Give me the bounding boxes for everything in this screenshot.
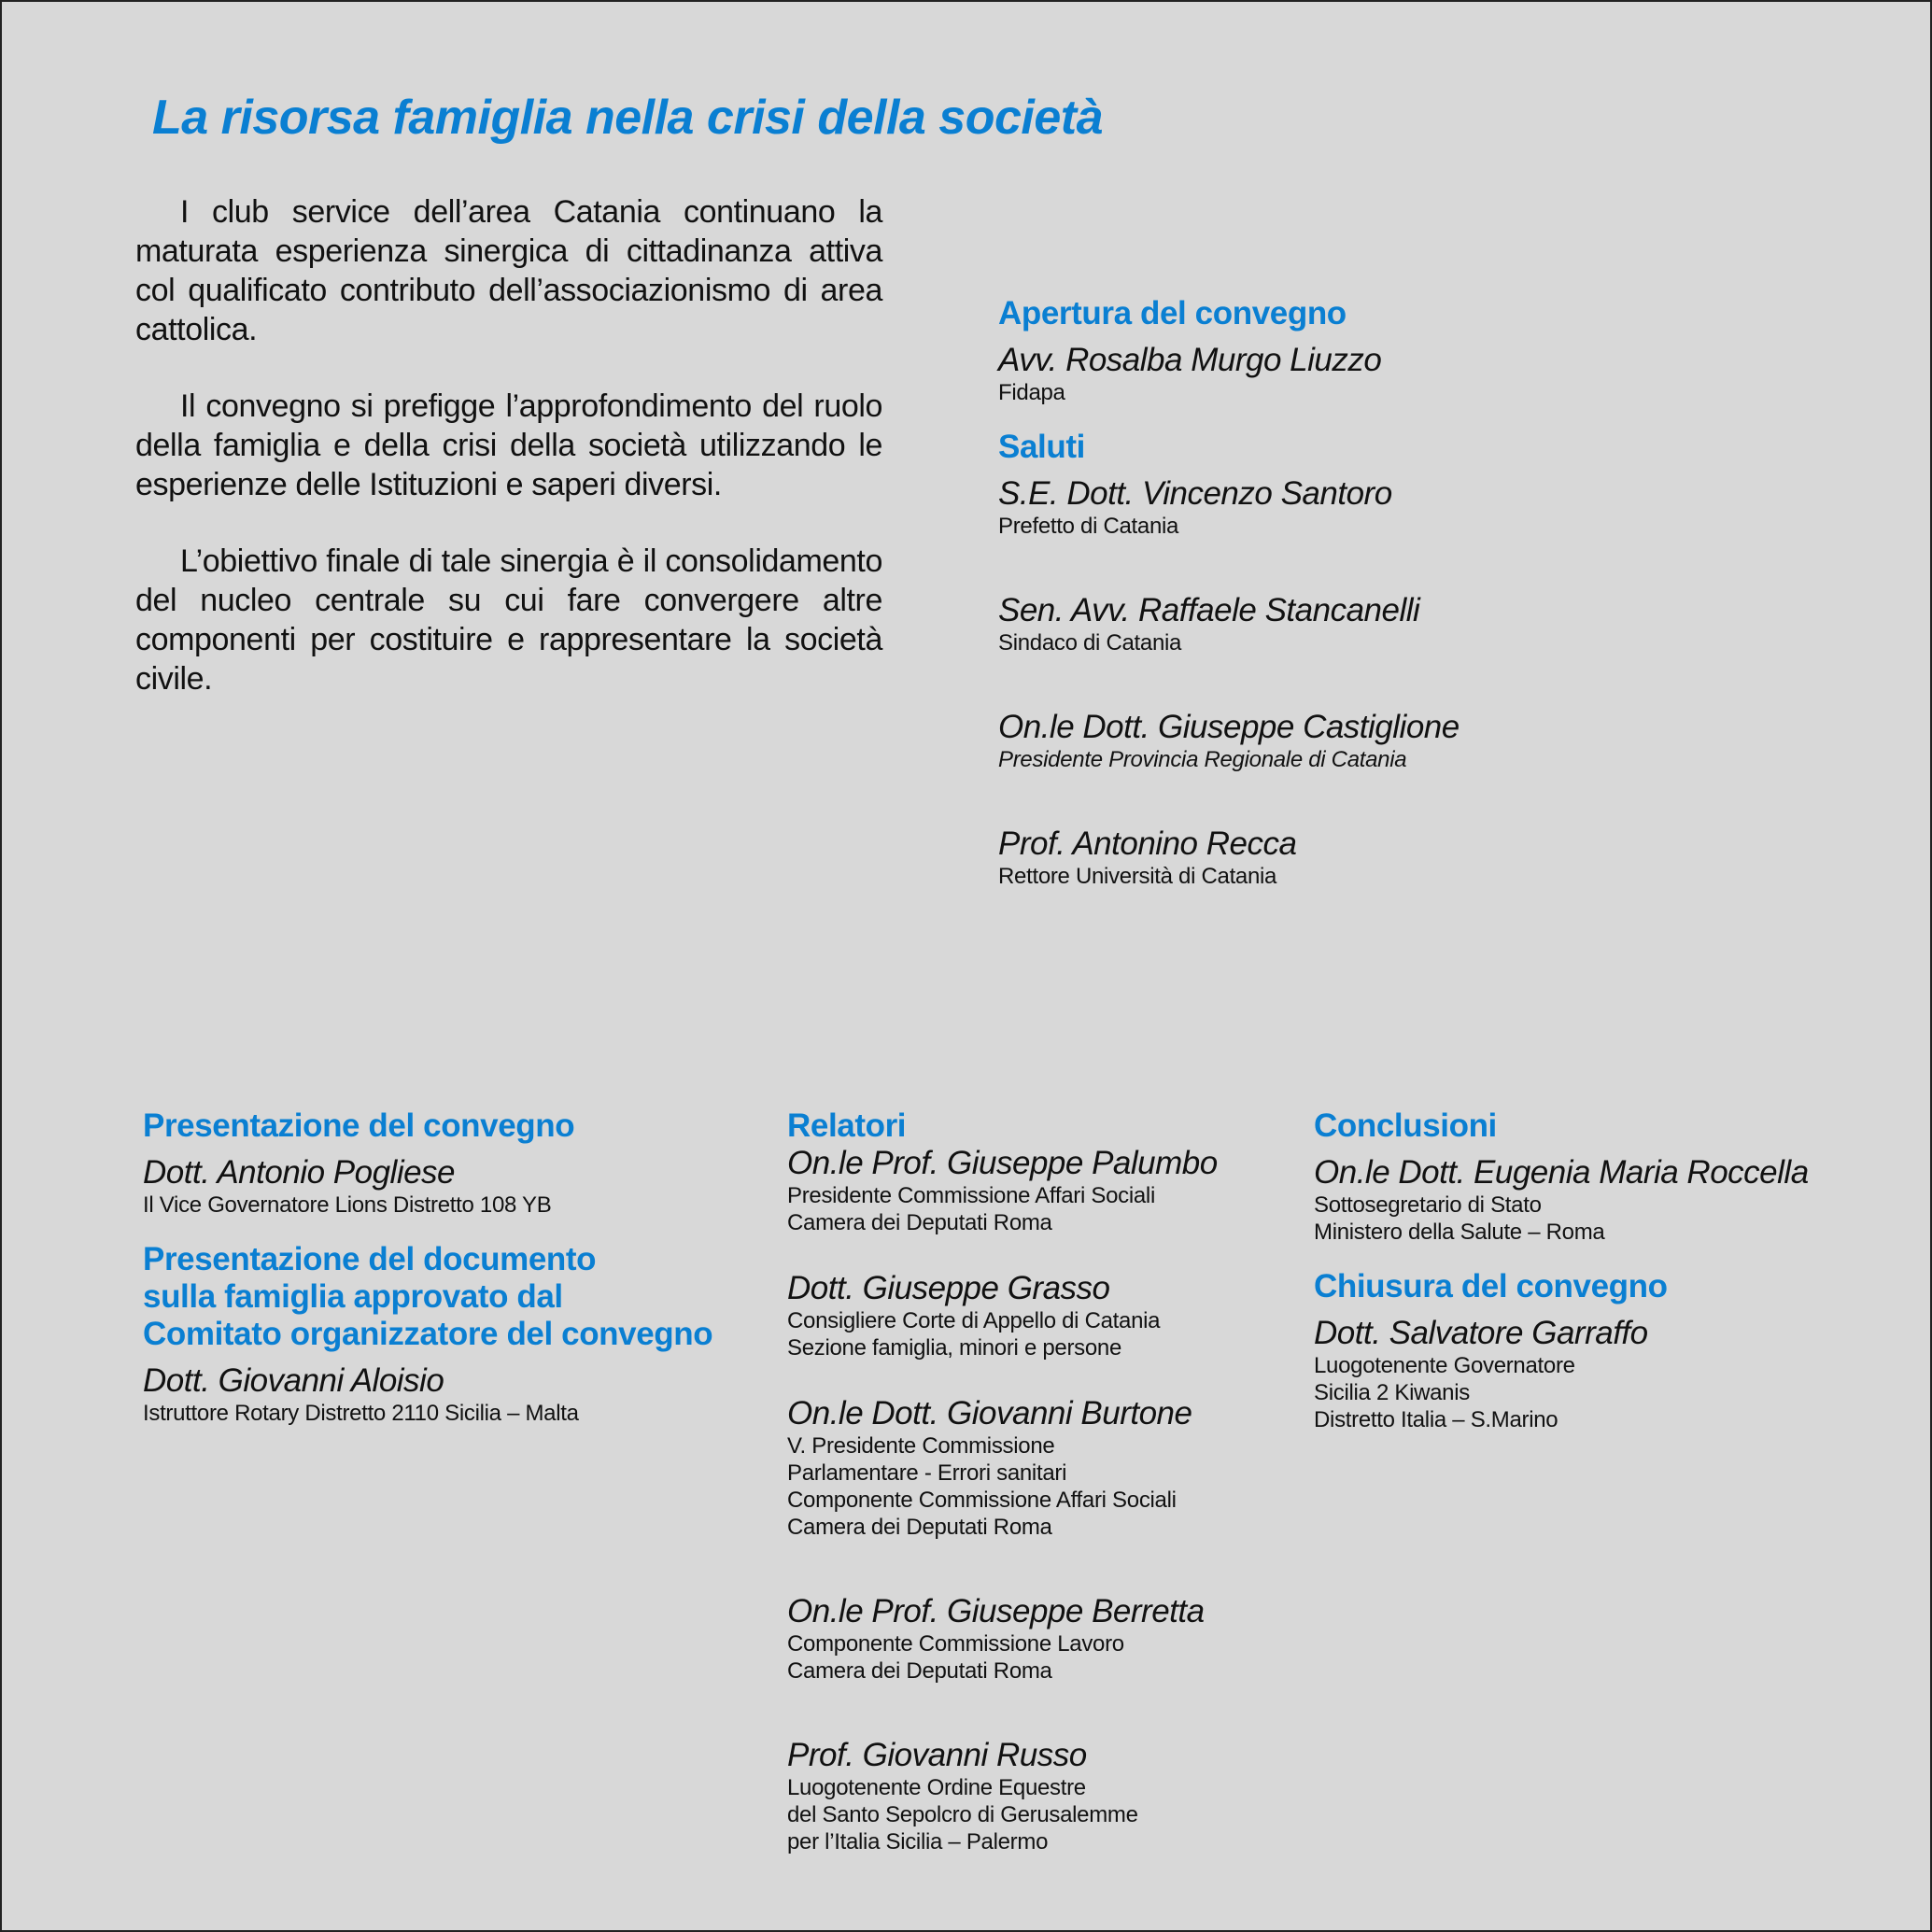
speaker-role: Il Vice Governatore Lions Distretto 108 YB [143,1192,552,1218]
program-speakers-column [787,1107,1291,1889]
speaker-role-line: Parlamentare - Errori sanitari [787,1460,1067,1486]
speaker-role: Presidente Provincia Regionale di Catania [998,747,1407,772]
intro-paragraph: Il convegno si prefigge l’approfondimento del ruolo della famiglia e della crisi della società utilizzando le esperienze delle Istituzioni e saperi diversi. [135,388,882,502]
heading-line: Comitato organizzatore del convegno [143,1316,713,1352]
speaker-entry [998,475,1885,540]
speaker-entry [787,1145,1291,1236]
speaker-name: On.le Prof. Giuseppe Palumbo [787,1145,1218,1181]
section-heading-documento [143,1241,750,1353]
intro-text [135,192,882,736]
program-closing-column [1314,1107,1911,1467]
speaker-name: Prof. Giovanni Russo [787,1737,1087,1773]
speaker-role-line: Luogotenente Governatore [1314,1353,1575,1378]
speaker-name: Dott. Salvatore Garraffo [1314,1315,1648,1351]
program-opening-column [998,295,1885,924]
speaker-role-line: V. Presidente Commissione [787,1433,1055,1459]
speaker-role-line: Camera dei Deputati Roma [787,1515,1052,1540]
section-heading-saluti: Saluti [998,429,1085,465]
speaker-name: S.E. Dott. Vincenzo Santoro [998,475,1392,512]
speaker-entry [787,1395,1291,1541]
section-heading-conclusioni: Conclusioni [1314,1107,1497,1144]
speaker-entry [998,342,1885,406]
intro-paragraph: L’obiettivo finale di tale sinergia è il consolidamento del nucleo centrale su cui fare convergere altre componenti per costituire e rappresentare la società civile. [135,543,882,697]
speaker-entry [998,825,1885,890]
page-title: La risorsa famiglia nella crisi della società [152,91,1103,145]
program-presentation-column [143,1107,750,1460]
speaker-role: Prefetto di Catania [998,514,1179,539]
speaker-role-line: per l’Italia Sicilia – Palermo [787,1829,1049,1854]
speaker-name: Sen. Avv. Raffaele Stancanelli [998,592,1420,628]
speaker-entry [998,709,1885,773]
speaker-role-line: Consigliere Corte di Appello di Catania [787,1308,1161,1333]
speaker-entry [998,592,1885,656]
speaker-name: Prof. Antonino Recca [998,825,1297,862]
speaker-name: On.le Dott. Giuseppe Castiglione [998,709,1460,745]
heading-line: Presentazione del documento [143,1241,597,1277]
speaker-role-line: Luogotenente Ordine Equestre [787,1775,1086,1800]
speaker-name: Dott. Antonio Pogliese [143,1154,456,1191]
speaker-entry [787,1737,1291,1855]
speaker-role-line: Presidente Commissione Affari Sociali [787,1183,1155,1208]
intro-paragraph: I club service dell’area Catania continuano la maturata esperienza sinergica di cittadinanza attiva col qualificato contributo dell’associazionismo di area cattolica. [135,194,882,347]
heading-line: sulla famiglia approvato dal [143,1278,563,1315]
speaker-role-line: Distretto Italia – S.Marino [1314,1407,1558,1432]
speaker-role-line: Componente Commissione Lavoro [787,1631,1124,1657]
speaker-name: Dott. Giovanni Aloisio [143,1362,444,1399]
speaker-entry [1314,1154,1911,1246]
speaker-role-line: Componente Commissione Affari Sociali [787,1488,1177,1513]
speaker-role: Rettore Università di Catania [998,864,1277,889]
section-heading-apertura: Apertura del convegno [998,295,1347,331]
speaker-role-line: Sottosegretario di Stato [1314,1192,1542,1218]
speaker-name: Avv. Rosalba Murgo Liuzzo [998,342,1382,378]
speaker-name: On.le Dott. Eugenia Maria Roccella [1314,1154,1809,1191]
speaker-role-line: Ministero della Salute – Roma [1314,1220,1605,1245]
speaker-role-line: Camera dei Deputati Roma [787,1658,1052,1684]
speaker-entry [1314,1315,1911,1433]
section-heading-chiusura: Chiusura del convegno [1314,1268,1668,1304]
speaker-role-line: Sicilia 2 Kiwanis [1314,1380,1470,1405]
speaker-role-line: Sezione famiglia, minori e persone [787,1335,1121,1361]
speaker-entry [787,1593,1291,1685]
speaker-role-line: Camera dei Deputati Roma [787,1210,1052,1235]
speaker-entry [143,1362,750,1427]
speaker-role: Sindaco di Catania [998,630,1182,656]
speaker-role-line: del Santo Sepolcro di Gerusalemme [787,1802,1138,1827]
section-heading-presentazione: Presentazione del convegno [143,1107,575,1144]
section-heading-relatori: Relatori [787,1107,907,1144]
speaker-name: Dott. Giuseppe Grasso [787,1270,1110,1306]
speaker-entry [143,1154,750,1219]
speaker-entry [787,1270,1291,1361]
speaker-name: On.le Prof. Giuseppe Berretta [787,1593,1205,1629]
speaker-role: Istruttore Rotary Distretto 2110 Sicilia – Malta [143,1401,579,1426]
speaker-name: On.le Dott. Giovanni Burtone [787,1395,1192,1431]
speaker-role: Fidapa [998,380,1065,405]
